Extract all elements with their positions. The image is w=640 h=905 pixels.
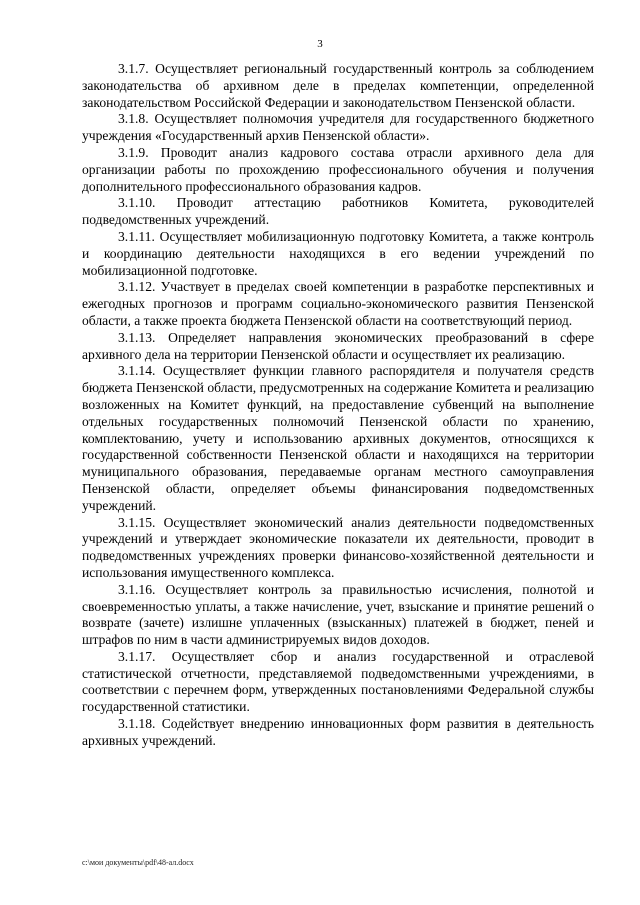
paragraph-3-1-15: 3.1.15. Осуществляет экономический анализ деятельности подведомственных учреждений и утверждает экономические показатели их деятельности, проводит в подведомственных учреждениях проверки финансово-хозяйственной деятельности и использования имущественного комплекса.: [82, 514, 594, 580]
paragraph-3-1-7: 3.1.7. Осуществляет региональный государственный контроль за соблюдением законодательства об архивном деле в пределах компетенции, определенной законодательством Российской Федерации и законодательством Пензенской области.: [82, 61, 594, 110]
paragraph-3-1-11: 3.1.11. Осуществляет мобилизационную подготовку Комитета, а также контроль и координацию деятельности находящихся в его ведении учреждений по мобилизационной подготовке.: [82, 228, 594, 278]
file-path-footer: c:\мои документы\pdf\48-ал.docx: [82, 858, 194, 867]
paragraph-3-1-13: 3.1.13. Определяет направления экономических преобразований в сфере архивного дела на территории Пензенской области и осуществляет их реализацию.: [82, 329, 594, 362]
paragraph-3-1-10: 3.1.10. Проводит аттестацию работников Комитета, руководителей подведомственных учреждений.: [82, 195, 594, 228]
paragraph-3-1-17: 3.1.17. Осуществляет сбор и анализ государственной и отраслевой статистической отчетности, представляемой подведомственными учреждениями, в соответствии с перечнем форм, утвержденных постановлениями Федеральной службы государственной статистики.: [82, 648, 594, 715]
paragraph-3-1-9: 3.1.9. Проводит анализ кадрового состава отрасли архивного дела для организации работы по прохождению профессионального обучения и получения дополнительного профессионального образования кадров.: [82, 144, 594, 194]
paragraph-3-1-18: 3.1.18. Содействует внедрению инновационных форм развития в деятельность архивных учреждений.: [82, 716, 594, 748]
paragraph-3-1-14: 3.1.14. Осуществляет функции главного распорядителя и получателя средств бюджета Пензенской области, предусмотренных на содержание Комитета и реализацию возложенных на Комитет функций, на предоставление субвенций на выполнение отдельных государственных полномочий Пензенской области по хранению, комплектованию, учету и использованию архивных документов, относящихся к государственной собственности Пензенской области и находящихся на территории муниципального образования, передаваемые органам местного самоуправления Пензенской области, определяет объемы финансирования подведомственных учреждений.: [82, 363, 594, 513]
page-number: 3: [317, 38, 323, 50]
paragraph-3-1-16: 3.1.16. Осуществляет контроль за правильностью исчисления, полнотой и своевременностью уплаты, а также начисление, учет, взыскание и принятие решений о возврате (зачете) излишне уплаченных (взысканных) платежей в бюджет, пеней и штрафов по ним в части администрируемых видов доходов.: [82, 581, 594, 648]
paragraph-3-1-8: 3.1.8. Осуществляет полномочия учредителя для государственного бюджетного учреждения «Государственный архив Пензенской области».: [82, 111, 594, 144]
paragraph-3-1-12: 3.1.12. Участвует в пределах своей компетенции в разработке перспективных и ежегодных прогнозов и программ социально-экономического развития Пензенской области, а также проекта бюджета Пензенской области на соответствующий период.: [82, 279, 594, 328]
document-body: [82, 61, 594, 750]
